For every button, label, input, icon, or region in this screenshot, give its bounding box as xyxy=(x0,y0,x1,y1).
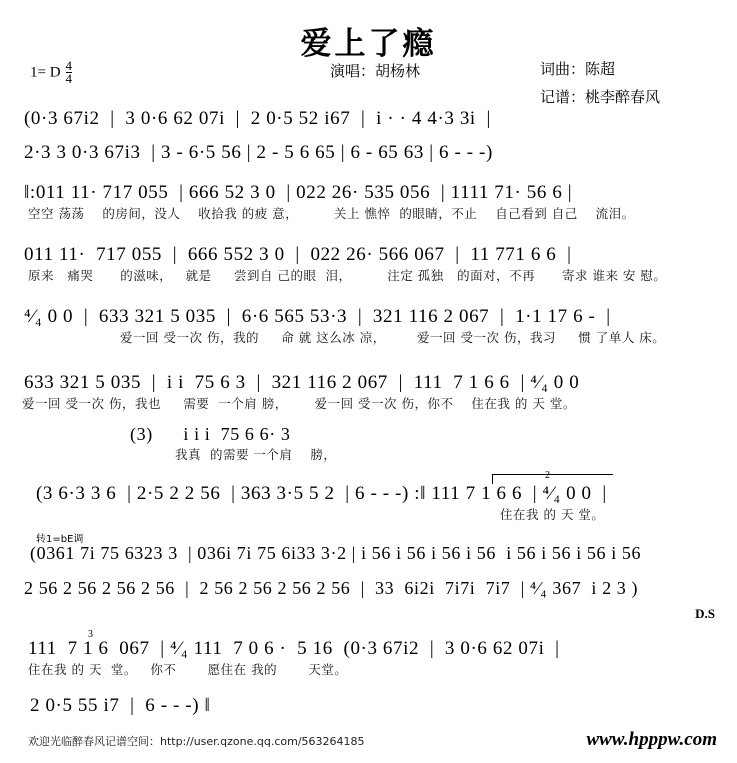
notation-line: (3 6·3 3 6 | 2·5 2 2 56 | 363 3·5 5 2 | 6 - - -) :‖ 111 7 1 6 6 | ⁴⁄₄ 0 0 | xyxy=(36,483,607,504)
composer-credit: 词曲：陈超 xyxy=(540,60,616,78)
music-system-9 xyxy=(0,543,737,564)
footer-website: www.hpppw.com xyxy=(586,729,717,750)
music-system-4 xyxy=(0,244,737,284)
notation-line: (0·3 67i2 | 3 0·6 62 07i | 2 0·5 52 i67 | i · · 4 4·3 3i | xyxy=(24,108,491,129)
time-signature-denominator: 4 xyxy=(65,71,73,87)
triplet-number: 3 xyxy=(88,629,93,640)
notation-line: 633 321 5 035 | i i 75 6 3 | 321 116 2 067 | 111 7 1 6 6 | ⁴⁄₄ 0 0 xyxy=(24,372,580,393)
performer-credit: 演唱：胡杨林 xyxy=(330,62,421,80)
time-signature-numerator: 4 xyxy=(65,58,73,73)
music-system-7-ossia xyxy=(0,424,737,463)
notation-line: 011 11· 717 055 | 666 552 3 0 | 022 26· 566 067 | 11 771 6 6 | xyxy=(24,244,572,265)
music-system-5 xyxy=(0,306,737,346)
lyrics-line: 原来 痛哭 的滋味， 就是 尝到自 己的眼 泪， 注定 孤独 的面对，不再 寄求 谁来 安 慰。 xyxy=(28,267,667,283)
key-label: 1= D xyxy=(30,64,61,81)
notation-line: 2 56 2 56 2 56 2 56 | 2 56 2 56 2 56 2 56 | 33 6i2i 7i7i 7i7 | ⁴⁄₄ 367 i 2 3 ) xyxy=(24,578,639,598)
music-system-2 xyxy=(0,142,737,164)
music-system-3 xyxy=(0,182,737,222)
time-signature xyxy=(66,60,73,86)
music-system-12 xyxy=(0,695,737,717)
lyrics-line: 爱一回 受一次 伤，我的 命 就 这么冰 凉， 爱一回 受一次 伤，我习 惯 了单人 床。 xyxy=(120,329,666,345)
notation-line: 2·3 3 0·3 67i3 | 3 - 6·5 56 | 2 - 5 6 65 | 6 - 65 63 | 6 - - -) xyxy=(24,142,493,163)
key-signature xyxy=(30,60,72,86)
music-system-8 xyxy=(0,483,737,523)
music-system-6 xyxy=(0,372,737,412)
key-change-annotation: 转1=bE调 xyxy=(36,534,84,545)
music-system-11 xyxy=(0,638,737,678)
notation-line: (3) i i i 75 6 6· 3 xyxy=(130,424,291,444)
notation-line: 111 7 1 6 067 | ⁴⁄₄ 111 7 0 6 · 5 16 (0·3 67i2 | 3 0·6 62 07i | xyxy=(28,638,560,659)
page-title: 爱上了瘾 xyxy=(300,26,437,62)
lyrics-line: 住在我 的 天 堂。 你不 愿住在 我的 天堂。 xyxy=(28,661,348,677)
ending-bracket-2-number: 2 xyxy=(545,470,550,481)
ending-bracket-2 xyxy=(492,474,613,484)
lyrics-line: 空空 荡荡 的房间，没人 收拾我 的疲 意， 关上 憔悴 的眼睛，不止 自己看到 自己 流泪。 xyxy=(28,205,635,221)
lyrics-line: 爱一回 受一次 伤，我也 需要 一个肩 膀， 爱一回 受一次 伤，你不 住在我 的 天 堂。 xyxy=(22,395,576,411)
notation-line: ⁴⁄₄ 0 0 | 633 321 5 035 | 6·6 565 53·3 | 321 116 2 067 | 1·1 17 6 - | xyxy=(24,306,611,327)
footer-credit-link: 欢迎光临醉春风记谱空间：http://user.qzone.qq.com/563264185 xyxy=(28,735,365,748)
transcriber-credit: 记谱：桃李醉春风 xyxy=(540,88,661,106)
notation-line: (0361 7i 75 6323 3 | 036i 7i 75 6i33 3·2 | i 56 i 56 i 56 i 56 i 56 i 56 i 56 i 56 xyxy=(30,543,642,563)
notation-line: 2 0·5 55 i7 | 6 - - -) ‖ xyxy=(30,695,211,716)
music-system-1 xyxy=(0,108,737,130)
lyrics-line: 住在我 的 天 堂。 xyxy=(500,506,605,522)
ds-marker: D.S xyxy=(695,606,715,621)
music-system-10 xyxy=(0,578,737,599)
lyrics-line: 我真 的需要 一个肩 膀， xyxy=(175,446,337,462)
notation-line: ‖:011 11· 717 055 | 666 52 3 0 | 022 26· 535 056 | 1111 71· 56 6 | xyxy=(24,182,573,203)
